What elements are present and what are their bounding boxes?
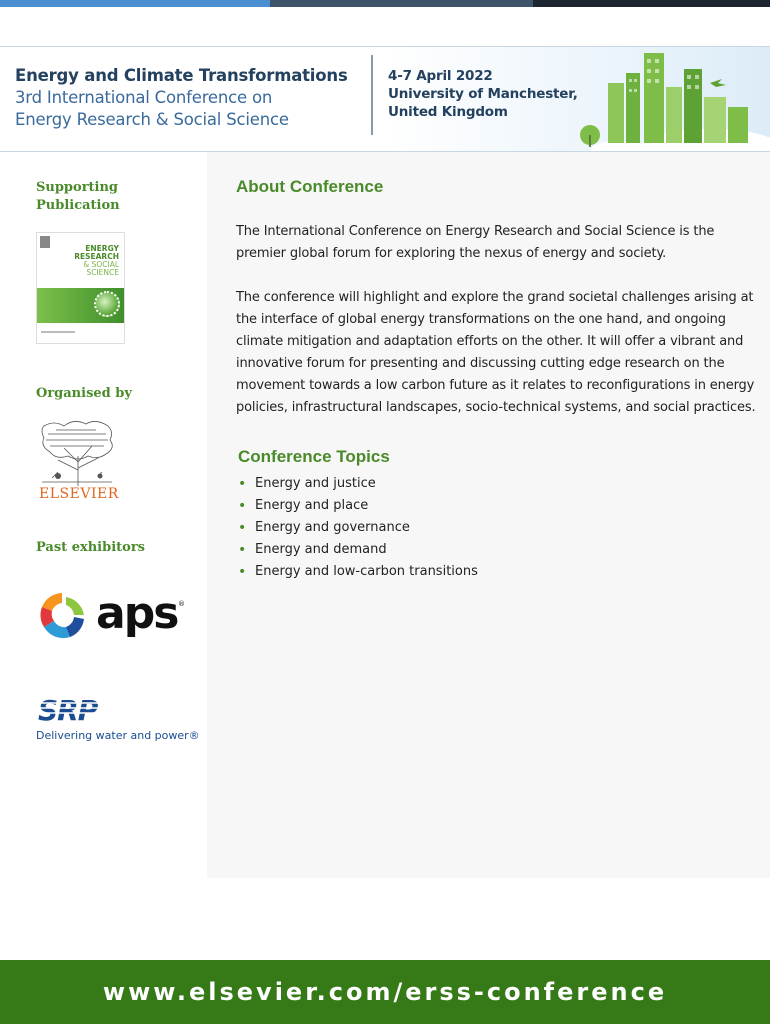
about-paragraph-1: The International Conference on Energy Research and Social Science is the premier global forum for exploring the nexus of energy and society. (236, 224, 715, 261)
top-bar-segment-dark (533, 0, 770, 7)
banner-title (15, 65, 348, 131)
journal-cover-image[interactable] (36, 232, 125, 344)
green-city-illustration (560, 47, 770, 152)
event-dates: 4-7 April 2022 (388, 68, 493, 84)
srp-logo-icon (36, 694, 128, 724)
journal-cover-line1: ENERGY (85, 244, 119, 253)
event-venue-line2: United Kingdom (388, 104, 508, 120)
list-item: • Energy and low-carbon transitions (238, 561, 478, 583)
top-bar-segment-blue (0, 0, 270, 7)
supporting-publication-label (36, 179, 120, 215)
aps-logo-icon (36, 589, 92, 641)
banner-title-line3: Energy Research & Social Science (15, 110, 289, 129)
journal-cover-title (74, 245, 119, 277)
top-color-bar (0, 0, 770, 7)
journal-publisher-mark (40, 236, 50, 248)
past-exhibitors-label: Past exhibitors (36, 540, 145, 555)
about-paragraph-2: The conference will highlight and explore the grand societal challenges arising at the interface of global energy transformations on the one hand, and ongoing climate mitigation and adaptation efforts on the other. It will offer a vibrant and innovative forum for presenting and discussing cutting edge research on the movement towards a low carbon future as it relates to reconfigurations in energy policies, infrastructural landscapes, socio-technical systems, and social practices. (236, 290, 756, 415)
list-item: • Energy and demand (238, 539, 478, 561)
top-bar-segment-slate (270, 0, 533, 7)
banner-divider (371, 55, 373, 135)
conference-topics-heading: Conference Topics (238, 447, 390, 466)
supporting-label-line2: Publication (36, 198, 120, 213)
list-item: • Energy and justice (238, 473, 478, 495)
registered-mark-icon: ® (178, 600, 185, 608)
journal-cover-line4: SCIENCE (86, 268, 119, 277)
elsevier-tree-icon (38, 418, 116, 488)
journal-cover-line2: RESEARCH (74, 252, 119, 261)
conference-banner (0, 46, 770, 152)
srp-tagline: Delivering water and power® (36, 729, 200, 742)
globe-icon (94, 291, 120, 317)
conference-topics-list (238, 473, 478, 583)
event-details (388, 67, 578, 121)
list-item: • Energy and governance (238, 517, 478, 539)
footer-banner (0, 960, 770, 1024)
conference-url-link[interactable]: www.elsevier.com/erss-conference (102, 978, 668, 1006)
aps-logo-text: aps (96, 588, 178, 639)
banner-title-line2: 3rd International Conference on (15, 88, 273, 107)
supporting-label-line1: Supporting (36, 180, 119, 195)
elsevier-logo-text: ELSEVIER (39, 486, 119, 502)
journal-cover-footer-line (41, 331, 75, 333)
about-conference-heading: About Conference (236, 177, 384, 196)
banner-title-line1: Energy and Climate Transformations (15, 66, 348, 85)
srp-logo-text: SRP (38, 694, 98, 724)
journal-cover-line3: & SOCIAL (83, 260, 119, 269)
organised-by-label: Organised by (36, 386, 132, 401)
list-item: • Energy and place (238, 495, 478, 517)
event-venue-line1: University of Manchester, (388, 86, 578, 102)
